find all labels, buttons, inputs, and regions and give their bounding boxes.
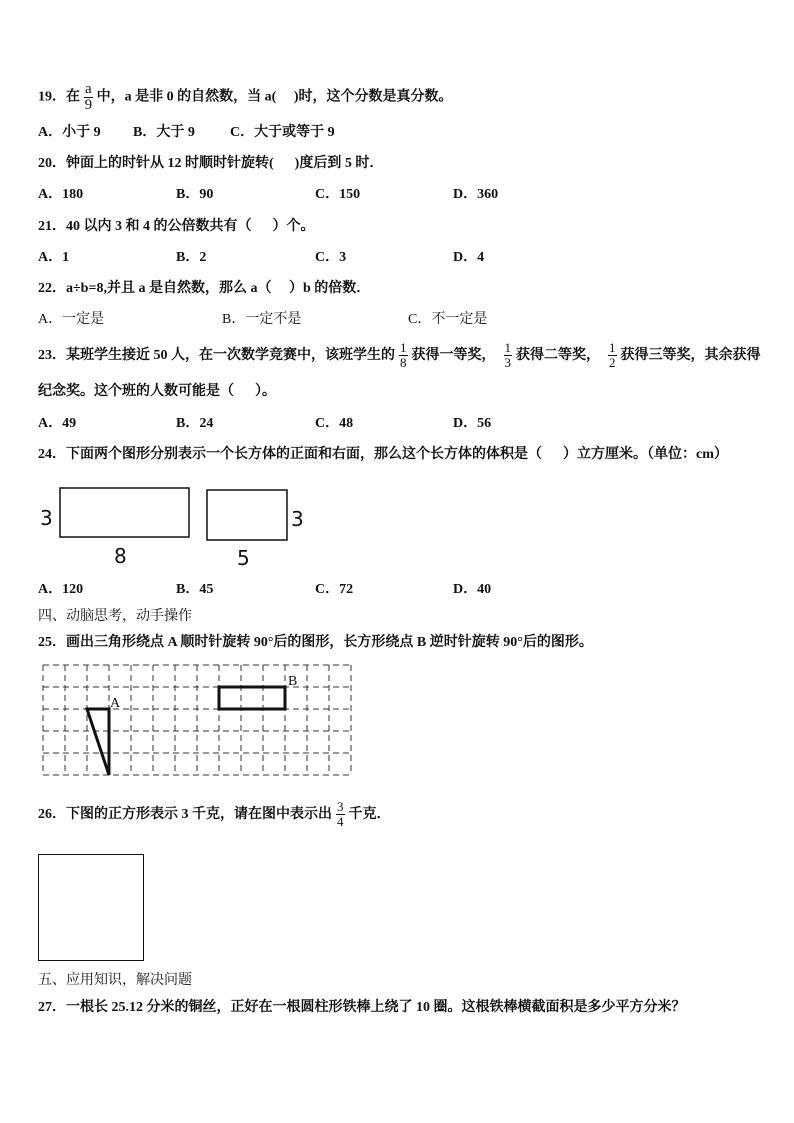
option-c: C．3 (315, 250, 347, 265)
section-title: 四、动脑思考，动手操作 (38, 609, 192, 624)
option-c: C．大于或等于 9 (230, 125, 335, 140)
option-d: D．360 (453, 187, 499, 202)
question-text: 20．钟面上的时针从 12 时顺时针旋转( )度后到 5 时． (38, 156, 384, 171)
option-a: A．180 (38, 187, 84, 202)
option-b: B．45 (176, 582, 214, 597)
option-a: A．一定是 (38, 312, 105, 327)
option-b: B．24 (176, 416, 214, 431)
option-d: D．40 (453, 582, 492, 597)
question-text: 在 (66, 89, 80, 105)
option-d: D．56 (453, 416, 492, 431)
option-c: C．150 (315, 187, 361, 202)
fraction-numerator: 1 (609, 340, 616, 356)
option-c: C．48 (315, 416, 354, 431)
right-view-width-label: 5 (237, 546, 250, 570)
front-view-length-label: 8 (114, 544, 127, 568)
option-a: A．小于 9 (38, 125, 101, 140)
fraction-denominator: 9 (84, 97, 93, 113)
option-b: B．大于 9 (133, 125, 195, 140)
grid-rectangle (219, 687, 285, 709)
fraction-denominator: 3 (504, 355, 511, 371)
front-view-rectangle (60, 488, 189, 537)
square-3-kg (39, 855, 144, 961)
right-view-rectangle (207, 490, 287, 540)
question-text: 26．下图的正方形表示 3 千克，请在图中表示出 (38, 807, 332, 822)
question-text: 24．下面两个图形分别表示一个长方体的正面和右面，那么这个长方体的体积是（ ）立方厘米。（单位：cm） (38, 447, 728, 462)
option-a: A．1 (38, 250, 70, 265)
right-view-height-label: 3 (291, 507, 304, 531)
question-number: 23． (38, 348, 66, 363)
option-d: D．4 (453, 250, 485, 265)
cuboid-right-view (207, 490, 304, 570)
question-number: 19． (38, 89, 66, 105)
question-text: 某班学生接近 50 人，在一次数学竞赛中，该班学生的 (66, 348, 395, 363)
fraction-numerator: 1 (400, 340, 407, 356)
front-view-height-label: 3 (40, 506, 53, 530)
section-title: 五、应用知识，解决问题 (38, 973, 192, 988)
question-text: 中，a 是非 0 的自然数，当 a( )时，这个分数是真分数。 (96, 89, 453, 105)
option-c: C．72 (315, 582, 354, 597)
question-text: 纪念奖。这个班的人数可能是（ ）。 (38, 384, 276, 399)
option-b: B．一定不是 (222, 312, 302, 327)
right-triangle (87, 709, 109, 775)
fraction-numerator: 1 (504, 340, 511, 356)
question-text: 获得一等奖， (411, 348, 496, 363)
point-b-label: B (288, 674, 298, 689)
question-text: 27．一根长 25.12 分米的铜丝，正好在一根圆柱形铁棒上绕了 10 圈。这根铁棒横截面积是多少平方分米？ (38, 1000, 686, 1015)
question-text: 千克． (348, 807, 391, 822)
option-a: A．120 (38, 582, 84, 597)
question-text: 21．40 以内 3 和 4 的公倍数共有（ ）个。 (38, 219, 315, 234)
fraction-denominator: 4 (337, 814, 344, 830)
question-text: 获得二等奖， (516, 348, 600, 363)
fraction-denominator: 8 (400, 355, 407, 371)
question-text: 22．a÷b=8,并且 a 是自然数，那么 a（ ）b 的倍数． (38, 281, 371, 296)
fraction-denominator: 2 (609, 355, 616, 371)
fraction-numerator: 3 (337, 799, 344, 815)
cuboid-front-view (40, 488, 189, 568)
question-text: 25．画出三角形绕点 A 顺时针旋转 90°后的图形，长方形绕点 B 逆时针旋转 90°后的图形。 (38, 635, 593, 650)
option-c: C．不一定是 (408, 312, 488, 327)
point-a-label: A (110, 696, 121, 711)
option-b: B．2 (176, 250, 207, 265)
question-text: 获得三等奖，其余获得 (620, 348, 761, 363)
option-a: A．49 (38, 416, 77, 431)
fraction-numerator: a (85, 81, 92, 97)
option-b: B．90 (176, 187, 214, 202)
